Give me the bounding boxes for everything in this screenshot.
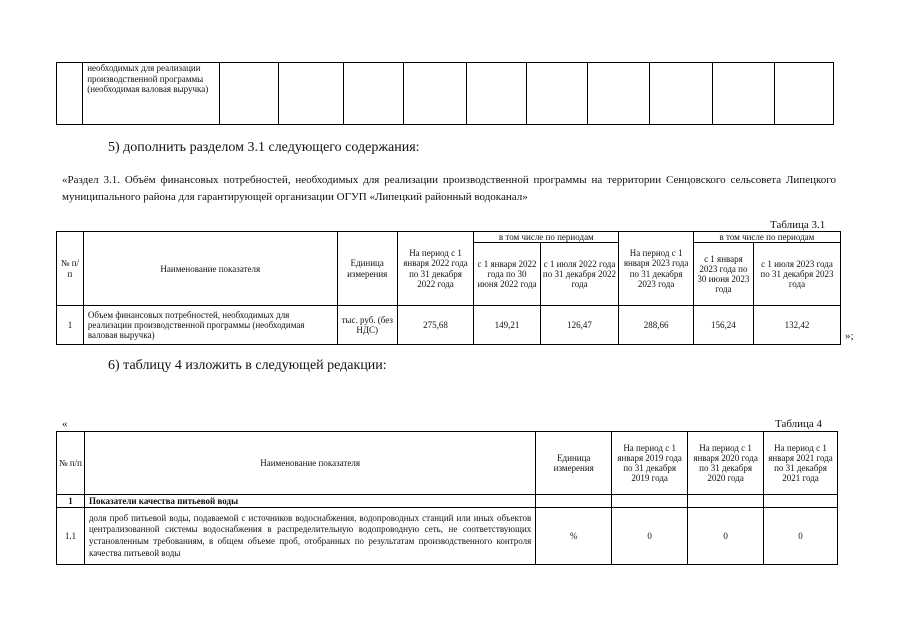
header-num: № п/п [57, 432, 85, 495]
row-value-2023-h1: 156,24 [693, 306, 753, 345]
previous-table-fragment [56, 62, 834, 125]
header-group-2022: в том числе по периодам [474, 232, 619, 243]
table-3-1-label: Таблица 3.1 [770, 219, 826, 231]
amendment-item-5: 5) дополнить разделом 3.1 следующего содержания: [108, 140, 420, 155]
table-row [57, 508, 838, 565]
header-period-2022: На период с 1 января 2022 года по 31 декабря 2022 года [397, 232, 474, 306]
opening-quote: « [62, 418, 68, 430]
header-unit: Единица измерения [337, 232, 397, 306]
empty-cell [688, 495, 764, 508]
row-value-2020: 0 [688, 508, 764, 565]
header-period-2023: На период с 1 января 2023 года по 31 декабря 2023 года [619, 232, 694, 306]
header-name: Наименование показателя [83, 232, 337, 306]
header-num: № п/п [57, 232, 84, 306]
row-value-2019: 0 [612, 508, 688, 565]
row-name: Объем финансовых потребностей, необходимых для реализации производственной программы (необходимая валовая выручка) [83, 306, 337, 345]
value-cell [775, 63, 834, 125]
value-cell [527, 63, 588, 125]
row-unit: % [536, 508, 612, 565]
table-3-1 [56, 231, 841, 345]
header-2023-h1: с 1 января 2023 года по 30 июня 2023 года [693, 243, 753, 306]
value-cell [404, 63, 467, 125]
row-value-2021: 0 [764, 508, 838, 565]
row-unit: тыс. руб. (без НДС) [337, 306, 397, 345]
value-cell [712, 63, 775, 125]
header-2023-h2: с 1 июля 2023 года по 31 декабря 2023 года [753, 243, 840, 306]
table-header-row [57, 232, 841, 243]
section-title: «Раздел 3.1. Объём финансовых потребностей, необходимых для реализации производственной программы на территории Сенцовского сельсовета Липецкого муниципального района для гарантирующей организации ОГУП «Липецкий районный водоканал» [62, 174, 836, 203]
table-4 [56, 431, 838, 565]
row-value-2023-h2: 132,42 [753, 306, 840, 345]
closing-quote: »; [845, 330, 854, 342]
value-cell [587, 63, 650, 125]
empty-cell [536, 495, 612, 508]
section-title-cell: Показатели качества питьевой воды [84, 495, 535, 508]
empty-cell [612, 495, 688, 508]
row-value-2023: 288,66 [619, 306, 694, 345]
value-cell [343, 63, 404, 125]
row-value-2022: 275,68 [397, 306, 474, 345]
header-period-2019: На период с 1 января 2019 года по 31 декабря 2019 года [612, 432, 688, 495]
header-period-2020: На период с 1 января 2020 года по 31 декабря 2020 года [688, 432, 764, 495]
row-value-2022-h2: 126,47 [540, 306, 619, 345]
header-2022-h2: с 1 июля 2022 года по 31 декабря 2022 года [540, 243, 619, 306]
section-num: 1 [57, 495, 85, 508]
indicator-name-cell: необходимых для реализации производственной программы (необходимая валовая выручка) [83, 63, 220, 125]
header-period-2021: На период с 1 января 2021 года по 31 декабря 2021 года [764, 432, 838, 495]
row-value-2022-h1: 149,21 [474, 306, 540, 345]
amendment-item-6: 6) таблицу 4 изложить в следующей редакции: [108, 358, 387, 373]
unit-cell [220, 63, 279, 125]
header-unit: Единица измерения [536, 432, 612, 495]
header-2022-h1: с 1 января 2022 года по 30 июня 2022 года [474, 243, 540, 306]
num-cell [57, 63, 83, 125]
empty-cell [764, 495, 838, 508]
table-section-row [57, 495, 838, 508]
table-row [57, 306, 841, 345]
row-num: 1.1 [57, 508, 85, 565]
row-name: доля проб питьевой воды, подаваемой с источников водоснабжения, водопроводных станций или иных объектов централизованной системы водоснабжения в распределительную водопроводную сеть, не соответствующих установленным требованиям, в общем объеме проб, отобранных по результатам производственного контроля качества питьевой воды [84, 508, 535, 565]
table-header-row [57, 432, 838, 495]
header-name: Наименование показателя [84, 432, 535, 495]
table-4-label: Таблица 4 [775, 418, 823, 430]
row-num: 1 [57, 306, 84, 345]
value-cell [278, 63, 343, 125]
value-cell [650, 63, 713, 125]
table-row [57, 63, 834, 125]
value-cell [466, 63, 527, 125]
header-group-2023: в том числе по периодам [693, 232, 840, 243]
